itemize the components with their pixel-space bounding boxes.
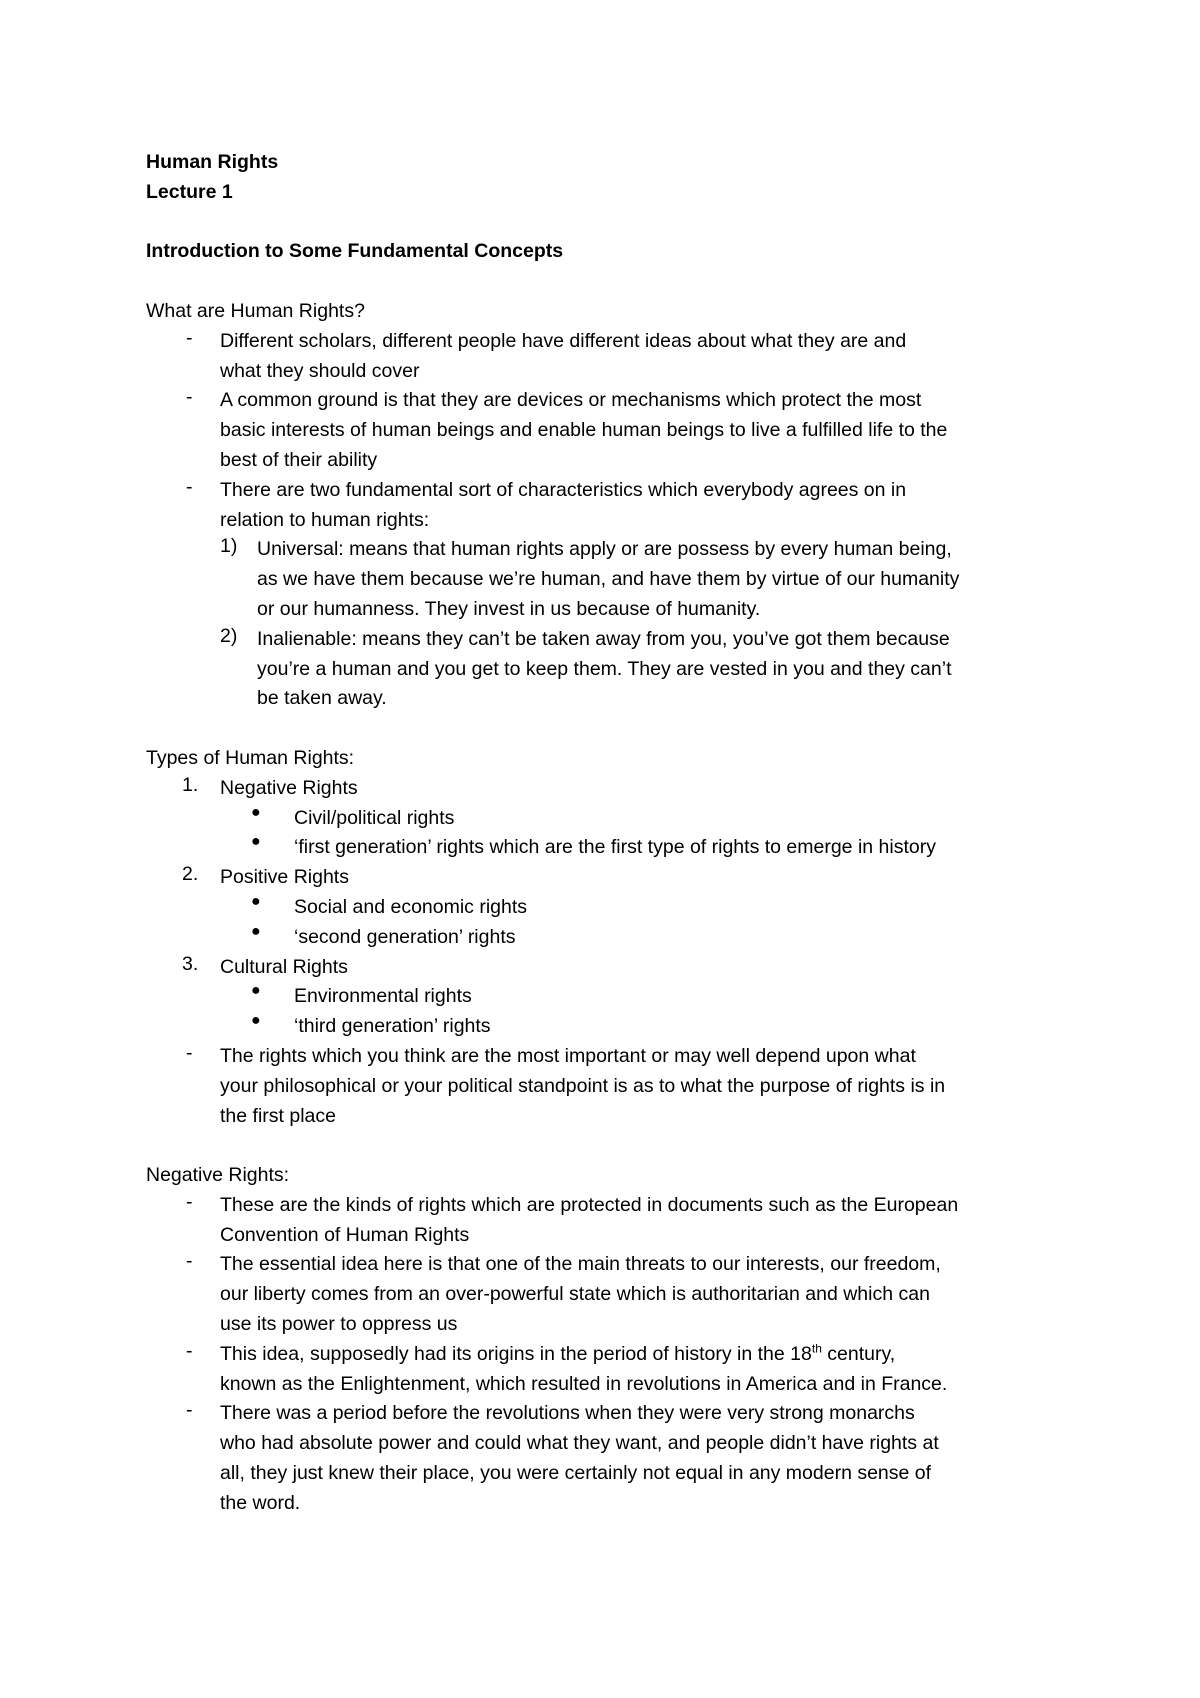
bullet-icon: ● xyxy=(251,922,261,940)
document-content xyxy=(146,148,1086,1519)
list-item: - There was a period before the revolutions when they were very strong monarchs who had absolute power and could what they want, and people didn’t have rights at all, they just knew their place, you were certainly not equal in any modern sense of the word. xyxy=(186,1399,939,1514)
bullet-icon: ● xyxy=(251,892,261,910)
bullet-item: ● Social and economic rights xyxy=(251,892,528,918)
heading-types-of-human-rights: Types of Human Rights: xyxy=(146,746,355,769)
number-marker: 1. xyxy=(182,773,199,796)
numbered-item-universal: 1) Universal: means that human rights apply or are possess by every human being, as we have them because we’re human, and have them by virtue of our humanity or our humanness. They invest in us because of humanity. xyxy=(220,535,960,620)
ordered-item-cultural-rights: 3. Cultural Rights xyxy=(182,952,348,978)
number-marker: 1) xyxy=(220,535,238,558)
heading-what-are-human-rights: What are Human Rights? xyxy=(146,299,365,322)
bullet-icon: ● xyxy=(251,833,261,851)
bullet-icon: ● xyxy=(251,982,261,1000)
numbered-item-inalienable: 2) Inalienable: means they can’t be taken away from you, you’ve got them because you’re a human and you get to keep them. They are vested in you and they can’t be taken away. xyxy=(220,624,952,710)
list-item: - This idea, supposedly had its origins in the period of history in the 18th century, known as the Enlightenment, which resulted in revolutions in America and in France. xyxy=(186,1339,948,1395)
dash-marker: - xyxy=(186,326,193,349)
bullet-item: ● Civil/political rights xyxy=(251,803,455,829)
dash-marker: - xyxy=(186,1339,193,1362)
dash-marker: - xyxy=(186,475,193,498)
dash-marker: - xyxy=(186,1399,193,1422)
number-marker: 2) xyxy=(220,624,238,647)
dash-marker: - xyxy=(186,1041,193,1064)
ordered-item-positive-rights: 2. Positive Rights xyxy=(182,863,349,889)
list-item: - A common ground is that they are devices or mechanisms which protect the most basic interests of human beings and enable human beings to live a fulfilled life to the best of their ability xyxy=(186,386,948,471)
dash-marker: - xyxy=(186,386,193,409)
list-item: - These are the kinds of rights which are protected in documents such as the European Convention of Human Rights xyxy=(186,1190,959,1246)
document-title: Human Rights xyxy=(146,151,279,173)
dash-marker: - xyxy=(186,1250,193,1273)
dash-marker: - xyxy=(186,1190,193,1213)
number-marker: 2. xyxy=(182,863,199,886)
list-item: - There are two fundamental sort of characteristics which everybody agrees on in relation to human rights: xyxy=(186,475,907,531)
bullet-item: ● Environmental rights xyxy=(251,982,472,1008)
bullet-item: ● ‘second generation’ rights xyxy=(251,922,516,948)
lecture-label: Lecture 1 xyxy=(146,180,233,203)
list-item: - The rights which you think are the most important or may well depend upon what your philosophical or your political standpoint is as to what the purpose of rights is in the first place xyxy=(186,1041,946,1127)
bullet-item: ● ‘third generation’ rights xyxy=(251,1012,491,1038)
bullet-item: ● ‘first generation’ rights which are the first type of rights to emerge in history xyxy=(251,833,936,859)
section-subtitle: Introduction to Some Fundamental Concepts xyxy=(146,240,564,263)
bullet-icon: ● xyxy=(251,1012,261,1030)
ordered-item-negative-rights: 1. Negative Rights xyxy=(182,773,358,799)
list-item: - Different scholars, different people have different ideas about what they are and what they should cover xyxy=(186,326,907,382)
bullet-icon: ● xyxy=(251,803,261,821)
heading-negative-rights: Negative Rights: xyxy=(146,1164,290,1187)
list-item: - The essential idea here is that one of the main threats to our interests, our freedom, our liberty comes from an over-powerful state which is authoritarian and which can use its power to oppress us xyxy=(186,1250,941,1336)
number-marker: 3. xyxy=(182,952,199,975)
